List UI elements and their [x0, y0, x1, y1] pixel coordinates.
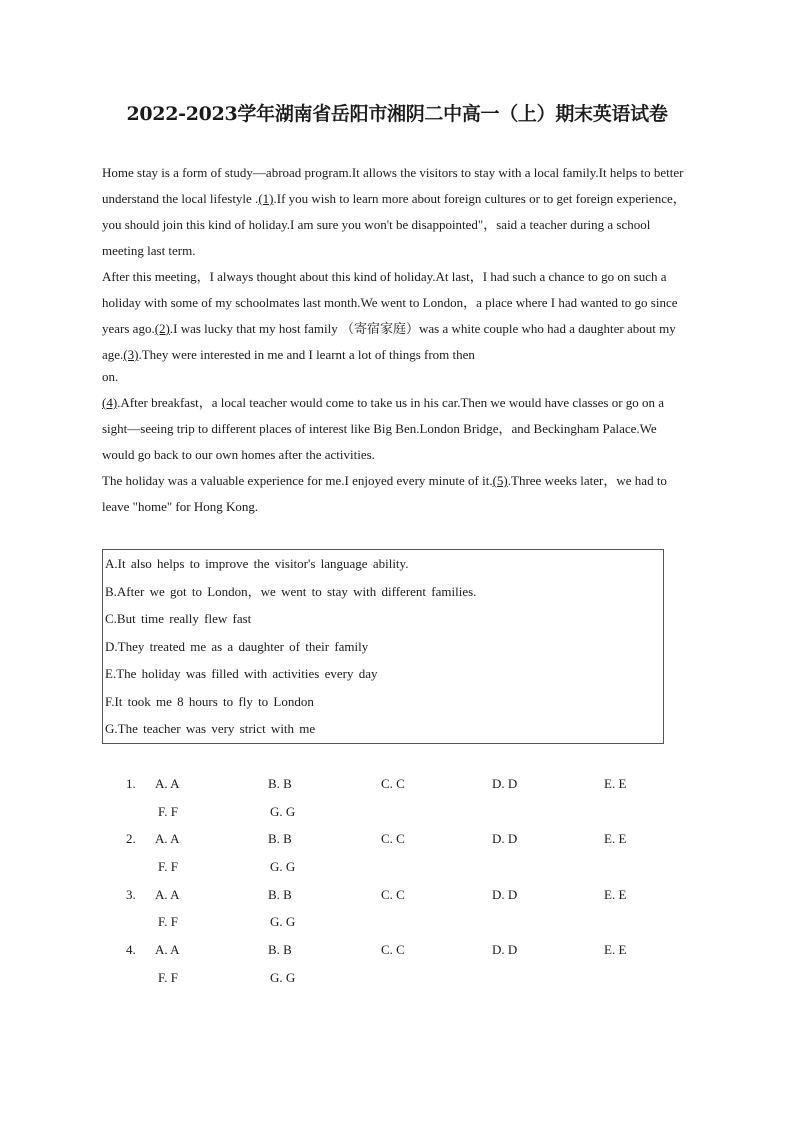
choice-f[interactable]: F. F	[158, 914, 178, 930]
choice-a[interactable]: A. A	[155, 776, 180, 791]
passage-text: .After breakfast，a local teacher would come to take us in his car.Then we would have classes or go on a sight—seeing trip to different places of interest like Big Ben.London Bridge，and Beckingham Palace.We would go back to our own homes after the activities.	[102, 395, 665, 462]
choice-c[interactable]: C. C	[381, 942, 405, 958]
choice-d[interactable]: D. D	[492, 886, 518, 902]
option-e: E.The holiday was filled with activities every day	[105, 666, 378, 681]
choice-b[interactable]: B. B	[268, 776, 292, 791]
choice-d[interactable]: D. D	[492, 942, 518, 958]
passage-text: After this meeting，I always thought about this kind of holiday.At last，I had such a chance to go on such a holiday with some of my schoolmates last month.We went to London，a place where I had wanted to go since years ago.	[102, 269, 678, 336]
option-b: B.After we got to London，we went to stay with different families.	[105, 583, 477, 599]
choice-e[interactable]: E. E	[604, 831, 627, 847]
blank-3: (3)	[123, 347, 139, 362]
blank-5: (5)	[492, 473, 508, 488]
question-number: 1.	[126, 776, 136, 791]
question-3-row-2	[0, 908, 794, 936]
choice-g[interactable]: G. G	[270, 914, 296, 930]
passage-text: .I was lucky that my host family （寄宿家庭）was a white couple who had a daughter about my age.	[102, 321, 676, 362]
passage-paragraph-1	[102, 160, 692, 264]
options-box	[102, 549, 664, 744]
question-2-row-2	[0, 853, 794, 881]
choice-g[interactable]: G. G	[270, 969, 296, 985]
passage-text: .If you wish to learn more about foreign cultures or to get foreign experience，you should join this kind of holiday.I am sure you won't be disappointed"，said a teacher during a school meeting last term.	[102, 191, 686, 258]
choice-d[interactable]: D. D	[492, 831, 518, 847]
choice-a[interactable]: A. A	[155, 942, 180, 958]
blank-4: (4)	[102, 395, 118, 410]
choice-a[interactable]: A. A	[155, 886, 180, 902]
passage-paragraph-2	[102, 264, 692, 368]
passage-text: .They were interested in me and I learnt a lot of things from then	[138, 347, 475, 362]
choice-f[interactable]: F. F	[158, 803, 178, 819]
question-number: 4.	[126, 942, 136, 958]
choice-g[interactable]: G. G	[270, 859, 296, 875]
option-a: A.It also helps to improve the visitor's language ability.	[105, 556, 409, 571]
blank-1: (1)	[258, 191, 274, 206]
question-2-row-1	[0, 825, 794, 853]
choice-b[interactable]: B. B	[268, 886, 292, 902]
choice-c[interactable]: C. C	[381, 886, 405, 902]
choice-e[interactable]: E. E	[604, 776, 627, 791]
passage-text: The holiday was a valuable experience for me.I enjoyed every minute of it.	[102, 473, 493, 488]
option-d: D.They treated me as a daughter of their family	[105, 638, 369, 654]
question-number: 3.	[126, 886, 136, 902]
question-number: 2.	[126, 831, 136, 847]
option-g: G.The teacher was very strict with me	[105, 721, 316, 736]
passage-text: Home stay is a form of study—abroad program.It allows the visitors to stay with a local family.It helps to better understand the local lifestyle .	[102, 165, 684, 206]
passage-text: on.	[102, 369, 119, 384]
passage-paragraph-4	[102, 468, 692, 520]
choice-c[interactable]: C. C	[381, 776, 405, 791]
choice-f[interactable]: F. F	[158, 969, 178, 985]
question-1-row-2	[0, 798, 794, 826]
page-title: 2022-2023学年湖南省岳阳市湘阴二中高一（上）期末英语试卷	[126, 103, 668, 125]
passage-paragraph-3	[102, 390, 692, 468]
choice-e[interactable]: E. E	[604, 942, 627, 958]
question-1-row-1	[0, 770, 794, 798]
passage-text: .Three weeks later，we had to leave "home" for Hong Kong.	[102, 473, 667, 514]
choice-b[interactable]: B. B	[268, 831, 292, 847]
question-list	[0, 770, 794, 992]
blank-2: (2)	[154, 321, 170, 336]
choice-d[interactable]: D. D	[492, 776, 518, 791]
question-3-row-1	[0, 881, 794, 909]
option-c: C.But time really flew fast	[105, 611, 252, 626]
option-f: F.It took me 8 hours to fly to London	[105, 693, 314, 709]
question-4-row-2	[0, 964, 794, 992]
choice-b[interactable]: B. B	[268, 942, 292, 958]
choice-a[interactable]: A. A	[155, 831, 180, 847]
question-4-row-1	[0, 936, 794, 964]
choice-e[interactable]: E. E	[604, 886, 627, 902]
choice-c[interactable]: C. C	[381, 831, 405, 847]
choice-g[interactable]: G. G	[270, 803, 296, 819]
choice-f[interactable]: F. F	[158, 859, 178, 875]
reading-passage	[102, 160, 692, 520]
